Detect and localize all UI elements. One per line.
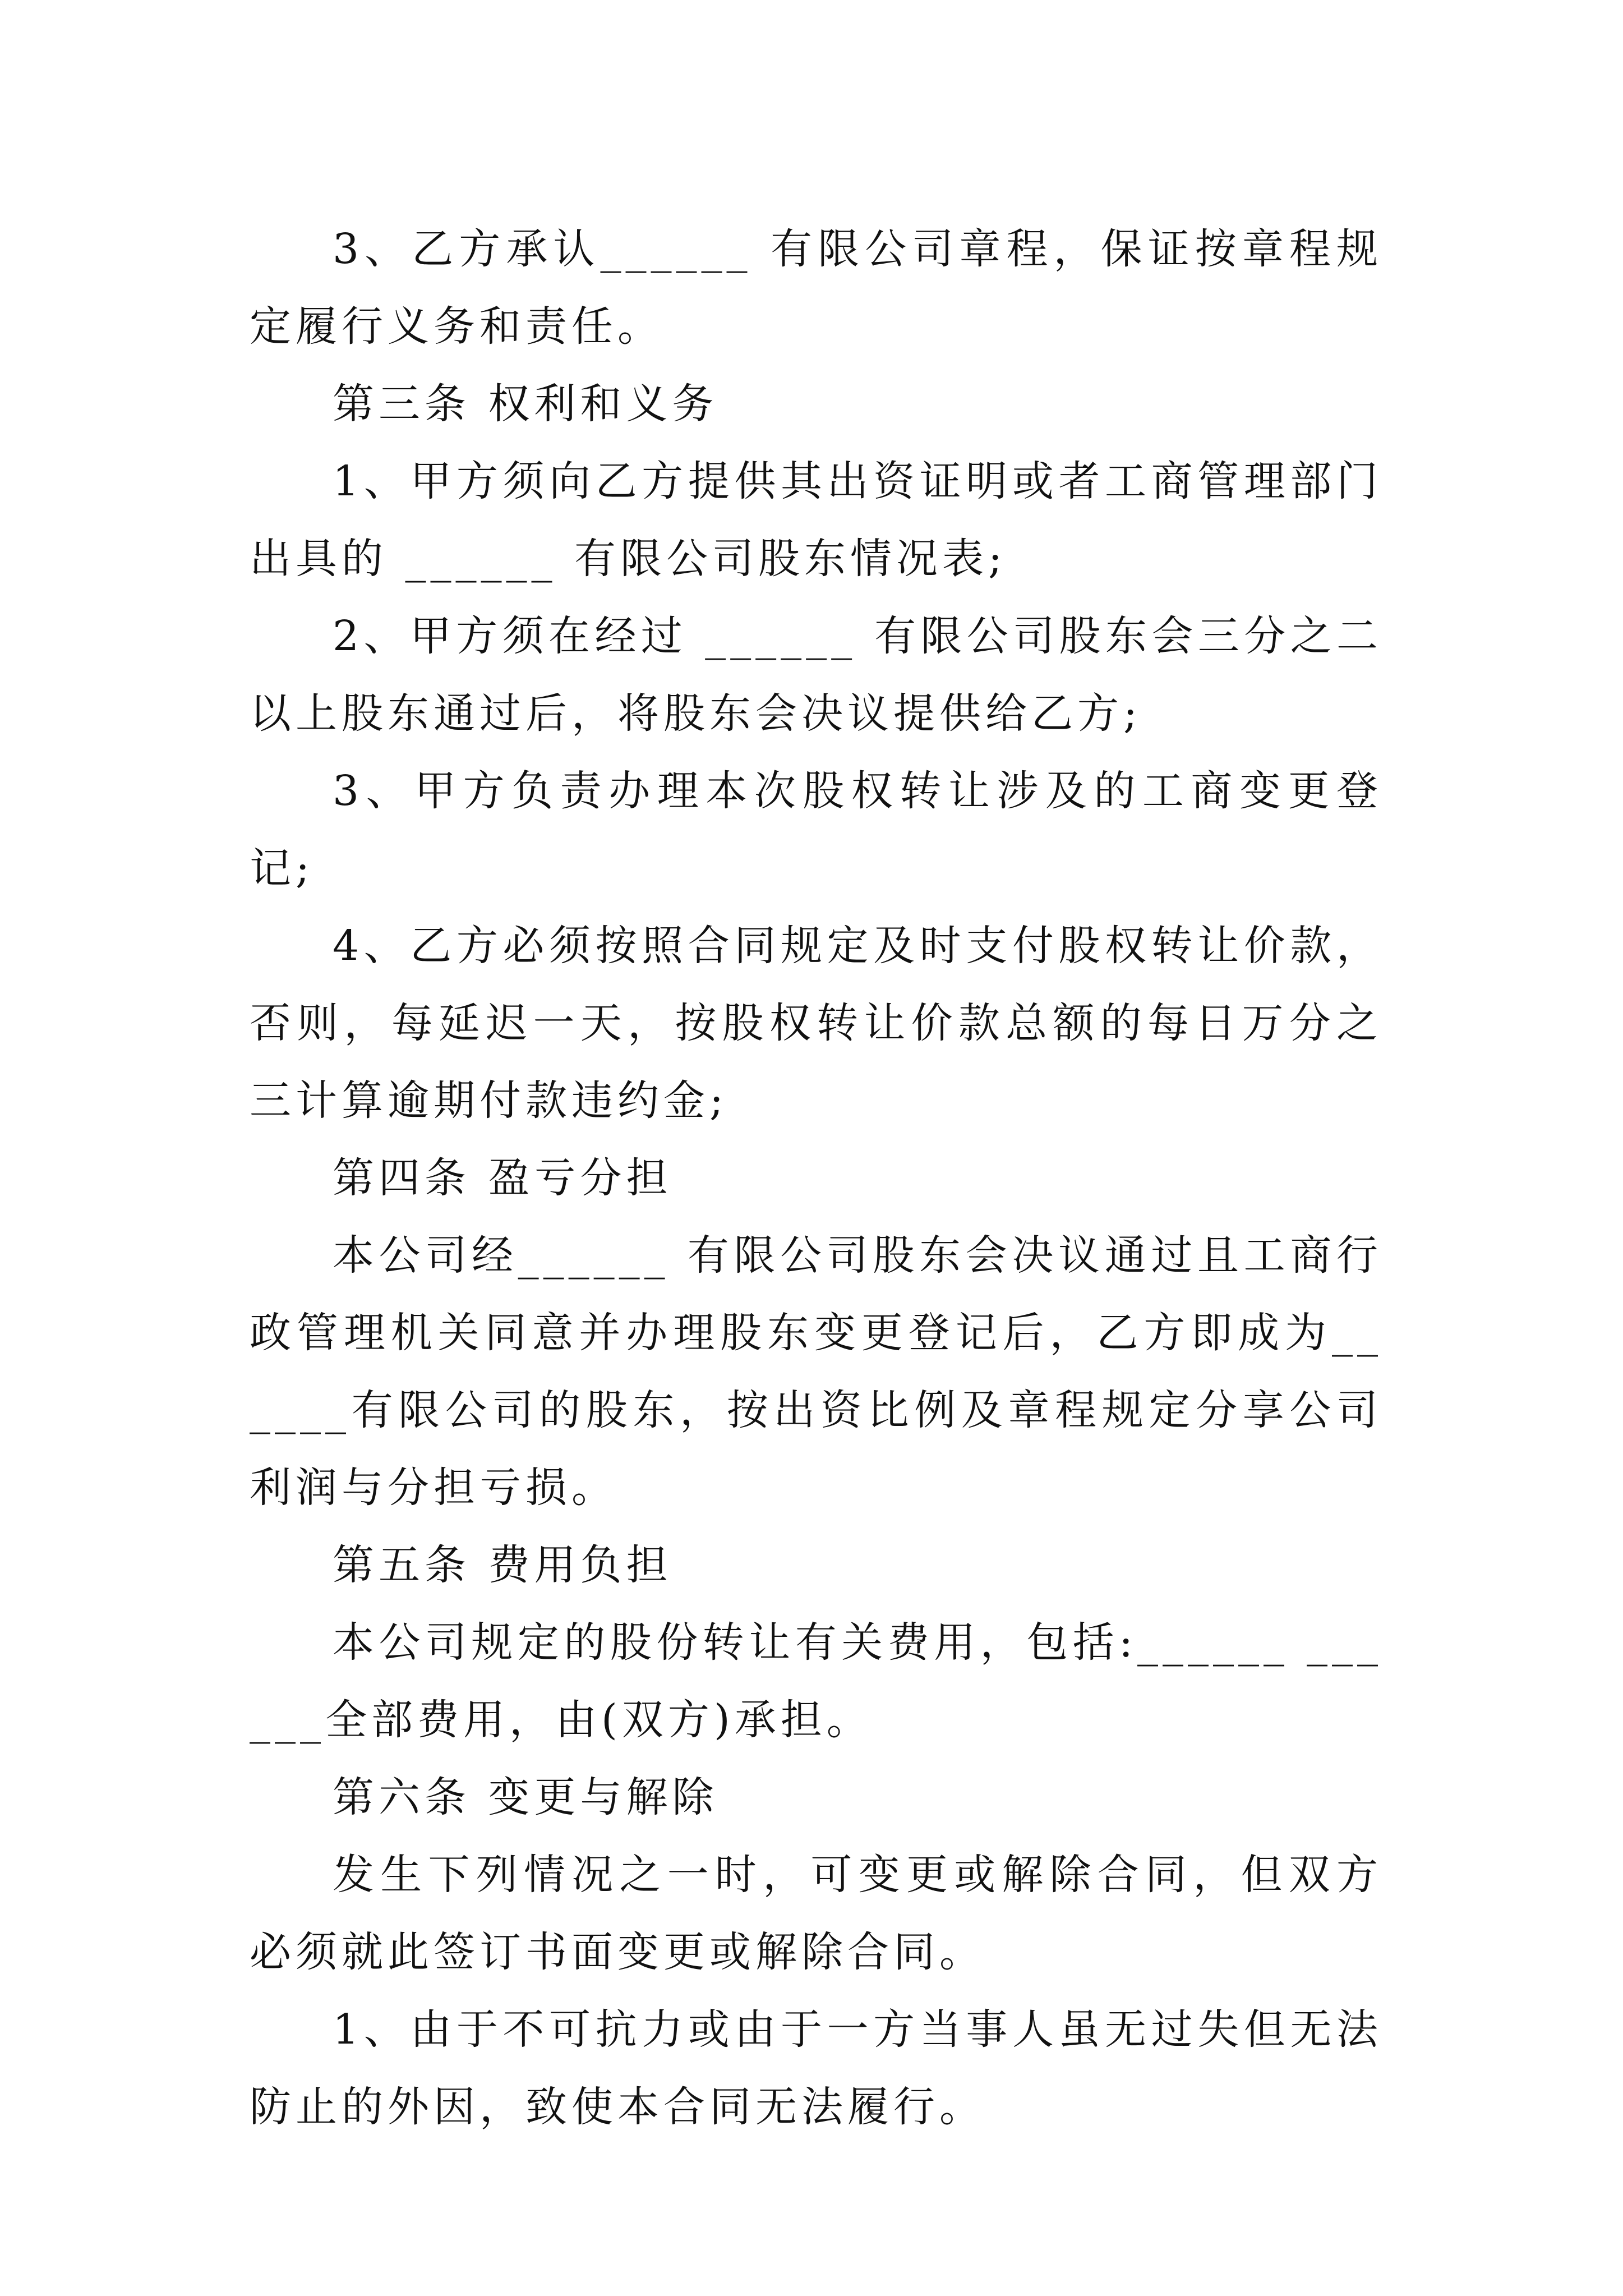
paragraph-article-4-body: 本公司经______ 有限公司股东会决议通过且工商行政管理机关同意并办理股东变更登记后，乙方即成为______有限公司的股东，按出资比例及章程规定分享公司利润与分担亏损。 [250,1231,1382,1512]
paragraph-article-3-item-1: 1、甲方须向乙方提供其出资证明或者工商管理部门出具的 ______ 有限公司股东情况表; [250,457,1382,583]
heading-article-5: 第五条 费用负担 [333,1541,672,1589]
document-body [250,210,1382,2146]
paragraph-clause-2-item-3: 3、乙方承认______ 有限公司章程，保证按章程规定履行义务和责任。 [250,225,1382,351]
heading-article-6: 第六条 变更与解除 [333,1773,718,1821]
paragraph-article-3-item-3: 3、甲方负责办理本次股权转让涉及的工商变更登记; [250,767,1382,892]
paragraph-article-6-intro: 发生下列情况之一时，可变更或解除合同，但双方必须就此签订书面变更或解除合同。 [250,1851,1382,1976]
paragraph-article-3-item-4: 4、乙方必须按照合同规定及时支付股权转让价款，否则，每延迟一天，按股权转让价款总额的每日万分之三计算逾期付款违约金; [250,922,1382,1125]
heading-article-3: 第三条 权利和义务 [333,380,718,428]
paragraph-article-6-item-1: 1、由于不可抗力或由于一方当事人虽无过失但无法防止的外因，致使本合同无法履行。 [250,2005,1382,2131]
paragraph-article-3-item-2: 2、甲方须在经过 ______ 有限公司股东会三分之二以上股东通过后，将股东会决议提供给乙方; [250,612,1382,738]
paragraph-article-5-body: 本公司规定的股份转让有关费用，包括:______ ______全部费用，由(双方)承担。 [250,1618,1382,1744]
heading-article-4: 第四条 盈亏分担 [333,1154,672,1202]
